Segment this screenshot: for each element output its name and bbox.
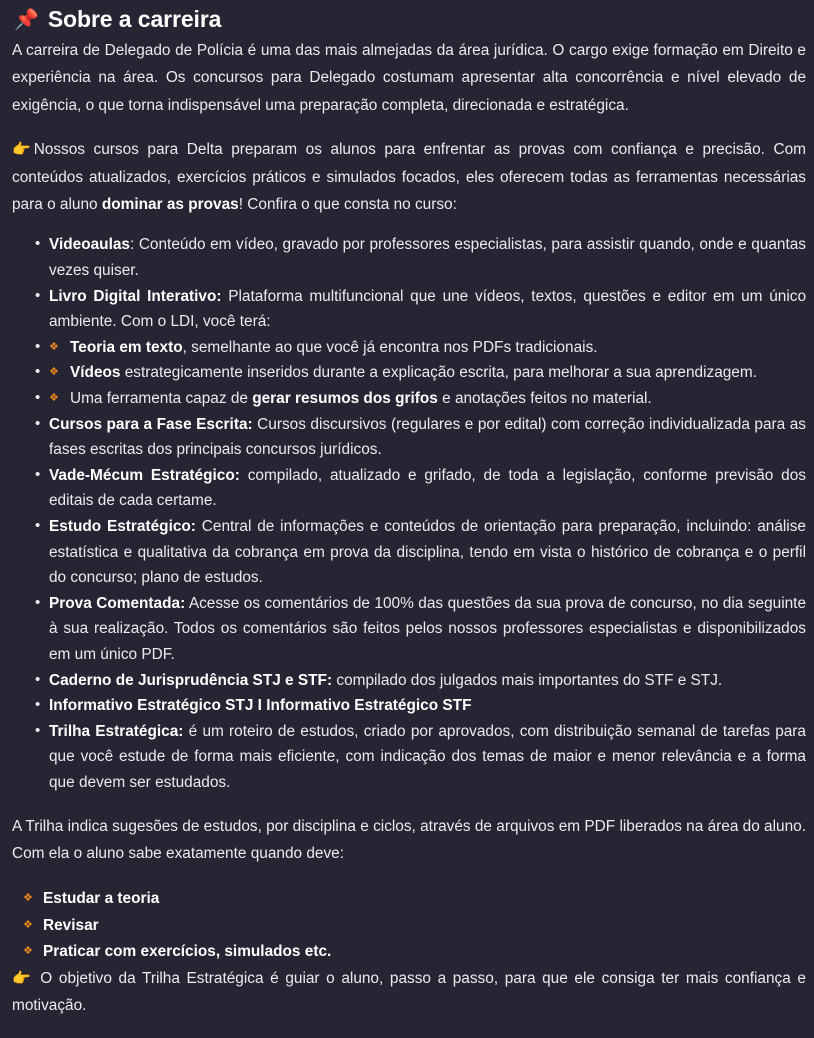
sub-item-mid-emphasis: gerar resumos dos grifos — [252, 390, 438, 407]
feature-label: Livro Digital Interativo: — [49, 287, 222, 305]
pointing-hand-icon: 👉 — [12, 969, 31, 987]
feature-item — [8, 693, 806, 719]
feature-sub-item — [49, 360, 806, 386]
page-title — [8, 0, 806, 37]
diamond-icon: • ❖ — [49, 392, 59, 404]
feature-item — [8, 232, 806, 283]
trilha-steps-list — [8, 886, 806, 964]
trilha-step-label: Estudar a teoria — [43, 890, 160, 908]
courses-intro-emphasis: dominar as provas — [101, 196, 239, 214]
feature-sub-item — [49, 386, 806, 412]
feature-label: Caderno de Jurisprudência STJ e STF: — [49, 671, 333, 689]
feature-description: Central de informações e conteúdos de orientação para preparação, incluindo: análise estatística e qualitativa da cobrança em prova da disciplina, tendo em vista o histórico de cobrança e o perfil do concurso; plano de estudos. — [49, 517, 806, 587]
feature-list — [8, 232, 806, 795]
feature-label: Prova Comentada: — [49, 594, 186, 612]
feature-item — [8, 668, 806, 694]
sub-item-text: , semelhante ao que você já encontra nos PDFs tradicionais. — [182, 338, 598, 356]
feature-separator: : — [129, 236, 135, 254]
pushpin-icon: 📌 — [14, 9, 39, 31]
objective-text: O objetivo da Trilha Estratégica é guiar o aluno, passo a passo, para que ele consiga ter mais confiança e motivação. — [12, 969, 806, 1015]
diamond-icon: • ❖ — [49, 340, 59, 353]
feature-label: Informativo Estratégico STJ I Informativo Estratégico STF — [49, 697, 472, 715]
feature-description: Acesse os comentários de 100% das questões da sua prova de concurso, no dia seguinte à sua realização. Todos os comentários são feitos pelos nossos professores especialistas e disponibilizados em um único PDF. — [49, 594, 807, 663]
feature-label: Trilha Estratégica: — [49, 722, 184, 740]
courses-intro-paragraph — [8, 136, 806, 218]
feature-label: Estudo Estratégico: — [49, 517, 196, 535]
sub-item-lead-emphasis: Vídeos — [70, 364, 121, 382]
diamond-icon: ❖ — [23, 944, 33, 957]
objective-paragraph — [8, 965, 806, 1020]
feature-label: Videoaulas — [49, 236, 130, 254]
courses-intro-lead: Nossos cursos para Delta preparam os alunos para enfrentar as provas com confiança e precisão. Com conteúdos atualizados, exercícios práticos e simulados focados, eles oferecem todas as ferramentas necessárias para o aluno — [12, 141, 806, 214]
page-title-text: Sobre a carreira — [47, 6, 222, 32]
feature-label: Vade-Mécum Estratégico: — [49, 466, 240, 484]
sub-item-text: Uma ferramenta capaz de — [70, 390, 253, 407]
feature-description: Plataforma multifuncional que une vídeos, textos, questões e editor em um único ambiente. Com o LDI, você terá: — [49, 287, 807, 331]
feature-item — [8, 591, 806, 668]
sub-item-text-end: e anotações feitos no material. — [437, 390, 652, 407]
intro-paragraph: A carreira de Delegado de Polícia é uma das mais almejadas da área jurídica. O cargo exige formação em Direito e experiência na área. Os concursos para Delegado costumam apresentar alta concorrência e nível elevado de exigência, o que torna indispensável uma preparação completa, direcionada e estratégica. — [12, 42, 806, 114]
feature-sub-item — [49, 335, 806, 361]
trilha-step-item — [8, 939, 806, 965]
diamond-icon: ❖ — [23, 918, 33, 931]
feature-description: compilado, atualizado e grifado, de toda a legislação, conforme previsão dos editais de cada certame. — [49, 466, 807, 510]
trilha-step-item — [8, 913, 806, 939]
feature-description: Conteúdo em vídeo, gravado por professores especialistas, para assistir quando, onde e quantas vezes quiser. — [49, 236, 806, 280]
feature-item — [8, 514, 806, 591]
trilha-paragraph: A Trilha indica sugesões de estudos, por disciplina e ciclos, através de arquivos em PDF liberados na área do aluno. Com ela o aluno sabe exatamente quando deve: — [12, 817, 806, 862]
feature-label: Cursos para a Fase Escrita: — [49, 415, 253, 433]
courses-intro-tail: ! Confira o que consta no curso: — [238, 196, 457, 214]
feature-item — [8, 463, 806, 514]
feature-item — [8, 284, 806, 412]
sub-item-lead-emphasis: Teoria em texto — [70, 338, 183, 356]
feature-description: compilado dos julgados mais importantes do STF e STJ. — [332, 671, 723, 689]
trilha-step-label: Revisar — [43, 916, 99, 934]
feature-description: Cursos discursivos (regulares e por edital) com correção individualizada para as fases escritas dos principais concursos jurídicos. — [49, 415, 806, 459]
feature-sub-list — [49, 335, 806, 412]
trilha-step-item — [8, 886, 806, 912]
trilha-step-label: Praticar com exercícios, simulados etc. — [43, 942, 332, 960]
diamond-icon: • ❖ — [49, 366, 59, 379]
pointing-hand-icon: 👉 — [12, 141, 31, 159]
feature-item — [8, 412, 806, 463]
diamond-icon: ❖ — [23, 892, 33, 905]
sub-item-text: estrategicamente inseridos durante a explicação escrita, para melhorar a sua aprendizagem. — [120, 364, 757, 382]
feature-item — [8, 719, 806, 796]
feature-description: é um roteiro de estudos, criado por aprovados, com distribuição semanal de tarefas para que você estude de forma mais eficiente, com indicação dos temas de maior e menor relevância e a forma que devem ser estudados. — [49, 722, 806, 791]
